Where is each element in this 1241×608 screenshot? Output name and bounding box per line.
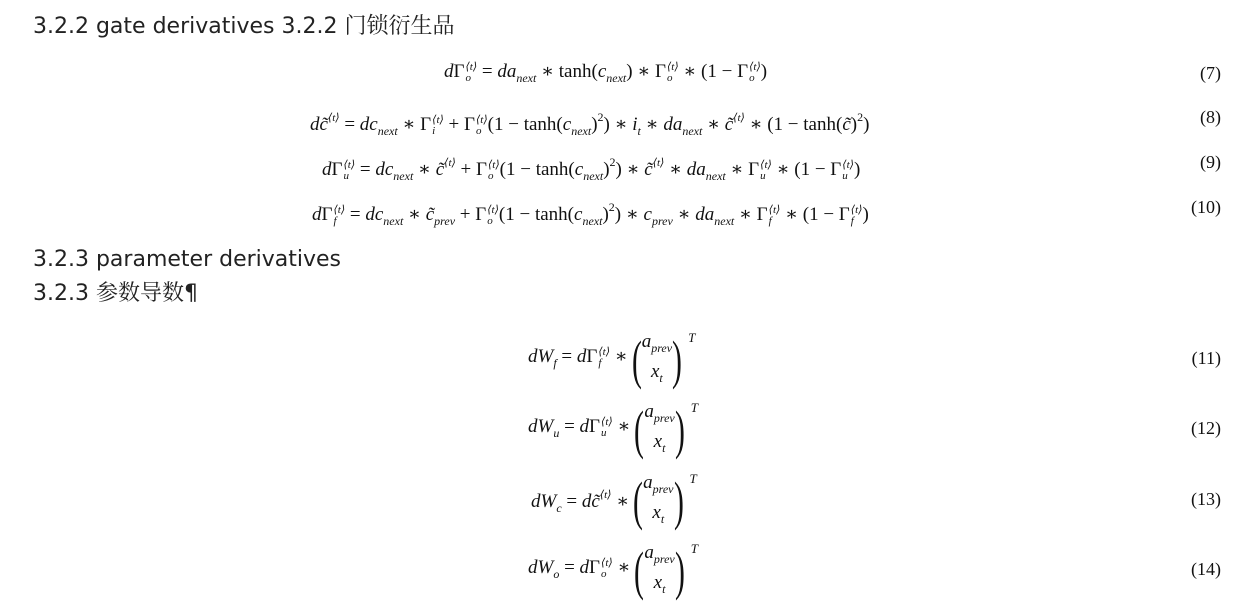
equation-number-9: (9) bbox=[1200, 152, 1221, 172]
equation-number-10: (10) bbox=[1191, 197, 1221, 217]
section-heading-gate-derivatives: 3.2.2 gate derivatives 3.2.2 门锁衍生品 bbox=[33, 14, 455, 39]
equation-14: $dW_o = d\Gamma$ ⟨t⟩ o ∗ ( $a_{prev}$ $x_t$ ) T bbox=[528, 541, 698, 601]
equation-7: dΓ ⟨t⟩ o = $da_{next}$ ∗ $\tanh(c_{next})$ ∗ Γ ⟨t⟩ o ∗ (1 − Γ ⟨t⟩ o ) bbox=[444, 60, 768, 85]
equation-12: $dW_u = d\Gamma$ ⟨t⟩ u ∗ ( $a_{prev}$ $x_t$ ) T bbox=[528, 400, 698, 460]
equation-9: dΓ ⟨t⟩ u = $dc_{next}$ ∗ c̃$^{⟨t⟩}$ + Γ ⟨t⟩ o $(1 - \tanh(c_{next})^2)$ ∗ c̃$^{⟨t⟩}$ ∗ $da_{next}$ ∗ Γ ⟨t⟩ u ∗ (1 − Γ ⟨t⟩ u ) bbox=[322, 155, 861, 183]
equation-number-13: (13) bbox=[1191, 489, 1221, 509]
equation-number-12: (12) bbox=[1191, 418, 1221, 438]
equation-number-11: (11) bbox=[1191, 348, 1221, 368]
equation-number-14: (14) bbox=[1191, 559, 1221, 579]
equation-13: $dW_c$ = dc̃$^{⟨t⟩}$ ∗ ( $a_{prev}$ $x_t$ ) T bbox=[531, 471, 697, 531]
equation-number-8: (8) bbox=[1200, 107, 1221, 127]
section-heading-parameter-derivatives: 3.2.3 parameter derivatives bbox=[33, 247, 342, 272]
equation-10: dΓ ⟨t⟩ f = $dc_{next}$ ∗ $c̃_{prev} + \Gamma$ ⟨t⟩ o $(1 - \tanh(c_{next})^2)$ ∗ $c_{prev}$ ∗ $da_{next}$ ∗ Γ ⟨t⟩ f ∗ (1 − Γ ⟨t⟩ f ) bbox=[312, 200, 869, 228]
equation-11: $dW_f = d\Gamma$ ⟨t⟩ f ∗ ( $a_{prev}$ $x_t$ ) T bbox=[528, 330, 696, 390]
section-heading-parameter-derivatives-zh: 3.2.3 参数导数¶ bbox=[33, 281, 198, 306]
equation-8: dc̃$^{⟨t⟩}$ = $dc_{next}$ ∗ Γ ⟨t⟩ i + Γ ⟨t⟩ o $(1 - \tanh(c_{next})^2)$ ∗ $i_t$ ∗ $da_{next}$ ∗ c̃$^{⟨t⟩}$ ∗ (1 − tanh(c̃)$^2$) bbox=[310, 110, 870, 138]
equation-number-7: (7) bbox=[1200, 63, 1221, 83]
